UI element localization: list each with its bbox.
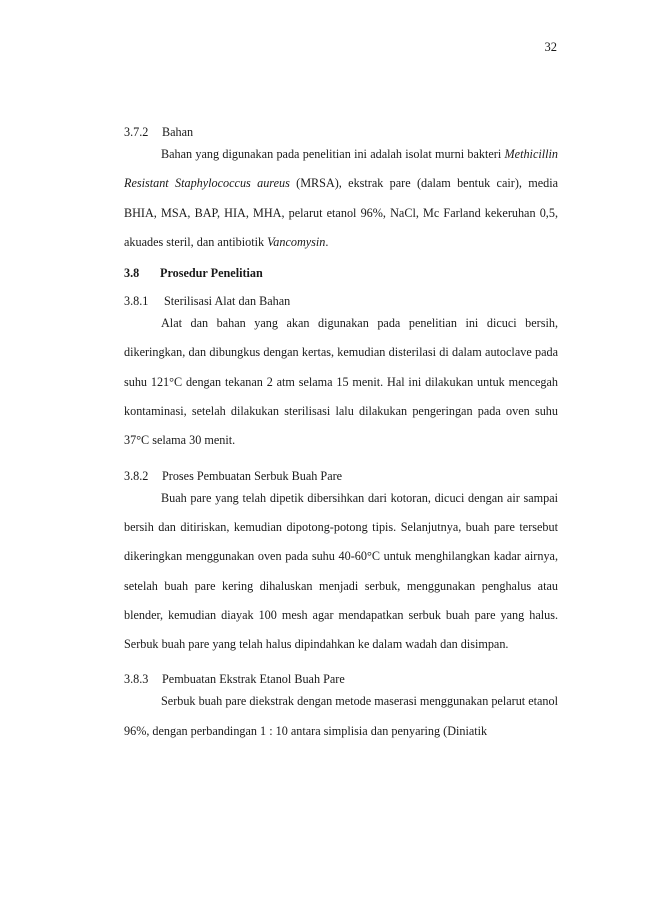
heading-3-8 xyxy=(124,265,558,281)
section-title: Bahan xyxy=(162,125,194,139)
page-number: 32 xyxy=(544,40,557,54)
paragraph-ekstrak: Serbuk buah pare diekstrak dengan metode maserasi menggunakan pelarut etanol 96%, dengan perbandingan 1 : 10 antara simplisia dan penyaring (Diniatik xyxy=(124,694,558,738)
heading-3-8-3 xyxy=(124,671,558,687)
document-body xyxy=(124,124,558,746)
section-number: 3.8 xyxy=(124,266,140,281)
paragraph-text: . xyxy=(325,234,329,249)
italic-antibiotic-name: Vancomysin xyxy=(267,234,326,249)
heading-3-8-1 xyxy=(124,293,558,309)
section-title: Prosedur Penelitian xyxy=(160,266,263,281)
heading-3-8-2 xyxy=(124,468,558,484)
section-title: Proses Pembuatan Serbuk Buah Pare xyxy=(162,468,343,483)
paragraph-bahan xyxy=(124,140,558,257)
section-title: Sterilisasi Alat dan Bahan xyxy=(164,294,291,309)
section-number: 3.8.2 xyxy=(124,468,149,483)
paragraph-text: (MRSA), ekstrak pare (dalam bentuk cair), media BHIA, MSA, BAP, HIA, MHA, pelarut etanol 96%, NaCl, Mc Farland kekeruhan 0,5, akuades steril, dan antibiotik xyxy=(124,176,559,249)
paragraph-serbuk: Buah pare yang telah dipetik dibersihkan dari kotoran, dicuci dengan air sampai bersih dan ditiriskan, kemudian dipotong-potong tipis. Selanjutnya, buah pare tersebut dikeringkan menggunakan oven pada suhu 40-60°C untuk menghilangkan kadar airnya, setelah buah pare kering dihaluskan menjadi serbuk, menggunakan penghalus atau blender, kemudian diayak 100 mesh agar mendapatkan serbuk buah pare yang halus. Serbuk buah pare yang telah halus dipindahkan ke dalam wadah dan disimpan. xyxy=(124,490,558,652)
paragraph-text: Bahan yang digunakan pada penelitian ini adalah isolat murni bakteri xyxy=(161,147,505,161)
section-number: 3.8.3 xyxy=(124,672,149,687)
section-number: 3.7.2 xyxy=(124,125,149,139)
italic-species-name: Methicillin Resistant Staphylococcus aureus xyxy=(124,147,558,191)
section-title: Pembuatan Ekstrak Etanol Buah Pare xyxy=(162,672,345,687)
paragraph-sterilisasi: Alat dan bahan yang akan digunakan pada penelitian ini dicuci bersih, dikeringkan, dan dibungkus dengan kertas, kemudian disterilasi di dalam autoclave pada suhu 121°C dengan tekanan 2 atm selama 15 menit. Hal ini dilakukan untuk mencegah kontaminasi, setelah dilakukan sterilisasi lalu dilakukan pengeringan pada oven suhu 37°C selama 30 menit. xyxy=(124,316,558,448)
heading-3-7-2 xyxy=(124,124,558,140)
section-number: 3.8.1 xyxy=(124,294,149,309)
